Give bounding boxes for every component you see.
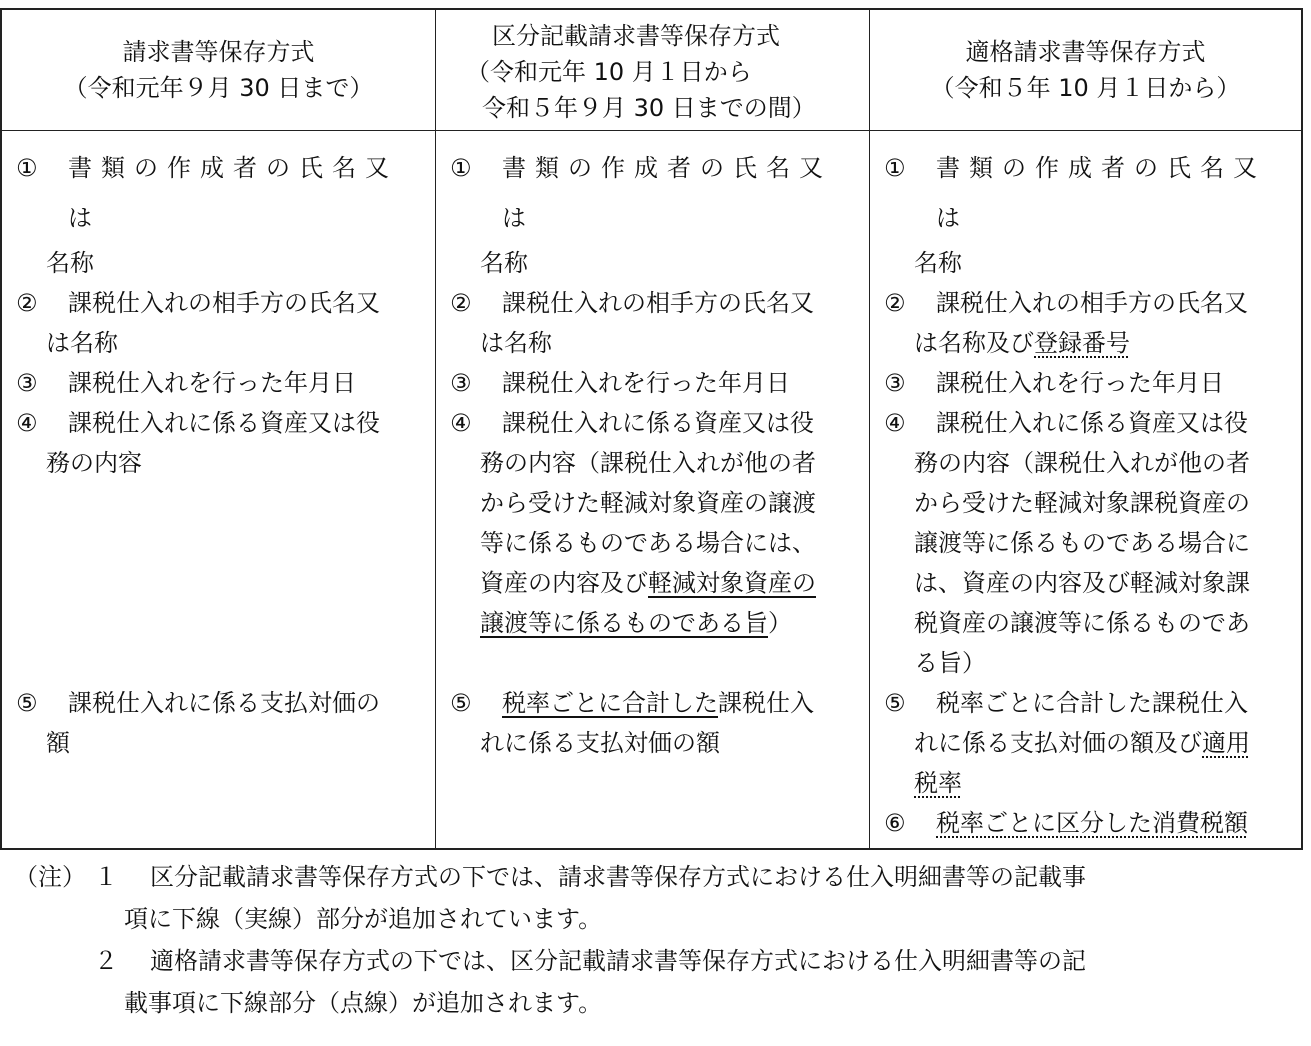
note-number: ２ (94, 947, 118, 975)
list-item (16, 363, 423, 403)
header-col3 (870, 10, 1301, 131)
list-item (884, 403, 1289, 443)
item-text-cont (884, 763, 1289, 803)
item-number: ⑤ (884, 689, 906, 717)
item-text: 課税仕入れを行った年月日 (502, 369, 790, 397)
item-number: ④ (450, 409, 472, 437)
item-text-cont: 名称 (480, 249, 528, 277)
added-text-dotted: 登録番号 (1034, 329, 1130, 357)
item-number: ① (16, 154, 38, 182)
item-text-cont: 名称 (914, 249, 962, 277)
spacer (450, 643, 857, 683)
item-text: 課税仕入れに係る支払対価の (68, 689, 380, 717)
comparison-table (0, 8, 1303, 850)
item-number: ④ (16, 409, 38, 437)
note-label-spacer (14, 940, 94, 982)
item-text-cont (884, 723, 1289, 763)
item-text: 課税仕入れに係る資産又は役 (936, 409, 1248, 437)
body-col1 (2, 131, 436, 848)
body-col3 (870, 131, 1301, 848)
item-text: 課税仕入れに係る資産又は役 (502, 409, 814, 437)
item-text-cont: 等に係るものである場合には、 (480, 529, 816, 557)
list-item (884, 143, 1289, 243)
note-text: 適格請求書等保存方式の下では、区分記載請求書等保存方式における仕入明細書等の記 (150, 947, 1086, 975)
item-text: 税率ごとに合計した課税仕入 (936, 689, 1248, 717)
item-text (936, 803, 1289, 843)
list-item (16, 403, 423, 443)
list-item (450, 283, 857, 323)
list-item (884, 363, 1289, 403)
item-text-plain: 資産の内容及び (480, 569, 648, 597)
item-text-cont: る旨） (914, 649, 986, 677)
item-text-cont: 額 (46, 729, 70, 757)
item-number: ① (884, 154, 906, 182)
item-text-cont: 務の内容（課税仕入れが他の者 (480, 449, 816, 477)
header-col1-title: 請求書等保存方式 (122, 38, 315, 66)
list-item (16, 283, 423, 323)
list-item (450, 143, 857, 243)
item-text-cont: 名称 (46, 249, 94, 277)
note-text-cont: 項に下線（実線）部分が追加されています。 (124, 905, 603, 933)
list-item (16, 683, 423, 723)
item-text (502, 683, 857, 723)
item-number: ② (884, 289, 906, 317)
body-col2 (436, 131, 870, 848)
header-col3-period: （令和５年 10 月１日から） (930, 74, 1241, 102)
item-text: 課税仕入れを行った年月日 (936, 369, 1224, 397)
notes (14, 856, 1304, 1024)
item-text-cont (450, 603, 857, 643)
list-item (884, 683, 1289, 723)
item-number: ② (16, 289, 38, 317)
item-text: 課税仕入れを行った年月日 (68, 369, 356, 397)
item-text-cont: れに係る支払対価の額 (480, 729, 720, 757)
item-text-cont (884, 323, 1289, 363)
item-text-plain: 課税仕入 (718, 689, 814, 717)
item-text: 書類の作成者の氏名又は (68, 154, 398, 232)
added-text-solid: 税率ごとに合計した (502, 689, 718, 717)
item-number: ⑤ (450, 689, 472, 717)
note-2 (14, 940, 1304, 982)
item-text-plain: は名称及び (914, 329, 1034, 357)
item-text-cont: 務の内容（課税仕入れが他の者 (914, 449, 1250, 477)
list-item (450, 683, 857, 723)
note-text-cont: 載事項に下線部分（点線）が追加されます。 (124, 989, 603, 1017)
note-text: 区分記載請求書等保存方式の下では、請求書等保存方式における仕入明細書等の記載事 (150, 863, 1086, 891)
item-text: 書類の作成者の氏名又は (936, 154, 1266, 232)
item-text-cont (884, 843, 1289, 848)
header-col1 (2, 10, 436, 131)
item-number: ⑥ (884, 809, 906, 837)
item-text-cont: 務の内容 (46, 449, 142, 477)
note-label: （注） (14, 863, 86, 891)
header-col2-period-end: 令和５年９月 30 日までの間） (482, 94, 816, 122)
item-number: ③ (884, 369, 906, 397)
item-text-cont: 税資産の譲渡等に係るものであ (914, 609, 1250, 637)
list-item (884, 283, 1289, 323)
added-text-dotted: 適用 (1202, 729, 1250, 757)
header-col3-title: 適格請求書等保存方式 (965, 38, 1206, 66)
item-text-plain: ） (768, 609, 792, 637)
item-text-cont: は名称 (480, 329, 552, 357)
item-number: ② (450, 289, 472, 317)
item-number: ③ (16, 369, 38, 397)
added-text-dotted: 税率ごとに区分した消費税額 (936, 809, 1248, 837)
item-text-plain: れに係る支払対価の額及び (914, 729, 1202, 757)
item-text-cont (450, 563, 857, 603)
item-text-cont: 譲渡等に係るものである場合に (914, 529, 1250, 557)
item-text-cont: から受けた軽減対象課税資産の (914, 489, 1250, 517)
note-1 (14, 856, 1304, 898)
item-text-cont: から受けた軽減対象資産の譲渡 (480, 489, 816, 517)
item-text: 課税仕入れに係る資産又は役 (68, 409, 380, 437)
item-text: 課税仕入れの相手方の氏名又 (502, 289, 814, 317)
spacer (16, 483, 423, 683)
added-text-dotted: 税率 (914, 769, 962, 797)
list-item (16, 143, 423, 243)
item-number: ① (450, 154, 472, 182)
list-item (450, 403, 857, 443)
item-text-cont: は、資産の内容及び軽減対象課 (914, 569, 1250, 597)
item-text: 書類の作成者の氏名又は (502, 154, 832, 232)
header-col2-title: 区分記載請求書等保存方式 (492, 22, 780, 50)
added-text-solid: 譲渡等に係るものである旨 (480, 609, 768, 637)
item-text: 課税仕入れの相手方の氏名又 (936, 289, 1248, 317)
header-col2 (436, 10, 870, 131)
item-number: ③ (450, 369, 472, 397)
list-item (450, 363, 857, 403)
item-text-cont: は名称 (46, 329, 118, 357)
list-item (884, 803, 1289, 843)
header-col1-period: （令和元年９月 30 日まで） (63, 74, 374, 102)
item-number: ⑤ (16, 689, 38, 717)
added-text-solid: 軽減対象資産の (648, 569, 816, 597)
item-text: 課税仕入れの相手方の氏名又 (68, 289, 380, 317)
header-col2-period-start: （令和元年 10 月１日から (466, 58, 752, 86)
note-number: １ (94, 863, 118, 891)
item-number: ④ (884, 409, 906, 437)
